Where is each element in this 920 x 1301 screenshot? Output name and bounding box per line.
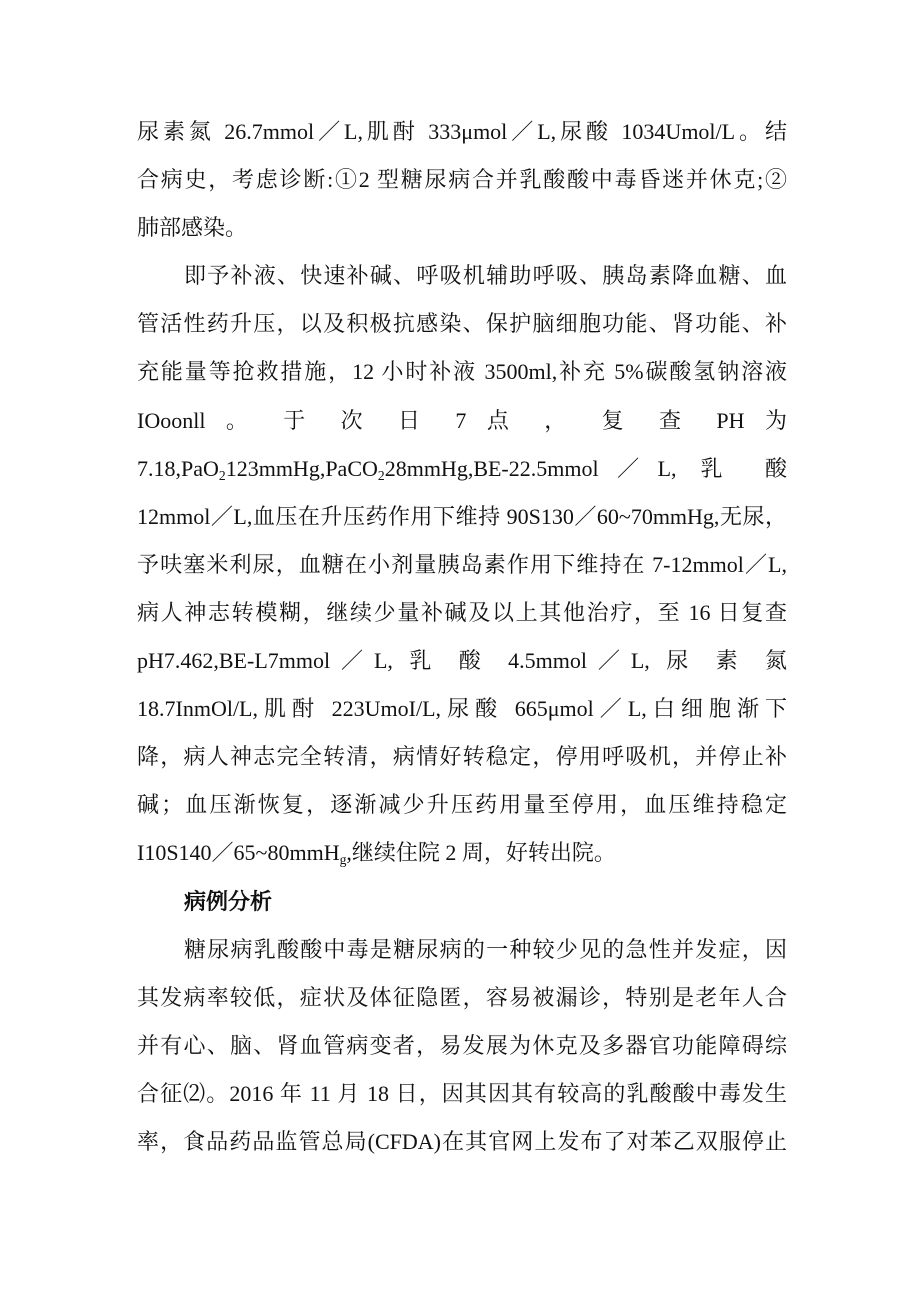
text-segment: 123mmHg,PaCO	[225, 455, 378, 481]
text-line: 并有心、脑、肾血管病变者，易发展为休克及多器官功能障碍综	[137, 1032, 787, 1058]
text-line: 其发病率较低，症状及体征隐匿，容易被漏诊，特别是老年人合	[137, 984, 787, 1010]
text-line: 尿素氮 26.7mmol／L,肌酎 333μmol／L,尿酸 1034Umol/L。结	[137, 119, 787, 144]
text-line: 糖尿病乳酸酸中毒是糖尿病的一种较少见的急性并发症，因	[184, 936, 787, 962]
subscript: 2	[218, 467, 226, 483]
text-line: 降，病人神志完全转清，病情好转稳定，停用呼吸机，并停止补	[137, 744, 787, 770]
text-segment: ,继续住院 2 周，好转出院。	[346, 840, 616, 866]
text-line: 管活性药升压，以及积极抗感染、保护脑细胞功能、肾功能、补	[137, 311, 787, 337]
text-line: 合征⑵。2016 年 11 月 18 日，因其因其有较高的乳酸酸中毒发生	[137, 1080, 787, 1106]
text-segment: I10S140／65~80mmH	[137, 840, 340, 866]
text-line: 碱；血压渐恢复，逐渐减少升压药用量至停用，血压维持稳定	[137, 792, 787, 818]
text-line: IOoonll 。 于 次 日 7 点 ， 复 查 PH 为	[137, 407, 787, 433]
text-line: pH7.462,BE-L7mmol／L, 乳 酸 4.5mmol／L, 尿 素 氮	[137, 648, 787, 674]
subscript: 2	[377, 467, 385, 483]
paragraph-case-analysis	[137, 926, 920, 1166]
text-line: 予呋塞米利尿，血糖在小剂量胰岛素作用下维持在 7-12mmol／L,	[137, 551, 787, 577]
paragraph-case-course-continued	[137, 108, 920, 252]
text-line: 病人神志转模糊，继续少量补碱及以上其他治疗，至 16 日复查	[137, 599, 787, 625]
text-line: 率，食品药品监管总局(CFDA)在其官网上发布了对苯乙双服停止	[137, 1128, 787, 1154]
text-line: 即予补液、快速补碱、呼吸机辅助呼吸、胰岛素降血糖、血	[184, 263, 787, 289]
text-line: 合病史，考虑诊断:①2 型糖尿病合并乳酸酸中毒昏迷并休克;②	[137, 167, 787, 193]
text-segment: 28mmHg,BE-22.5mmol／L, 乳 酸	[384, 455, 787, 481]
text-line: 18.7InmOl/L,肌酎 223UmoI/L,尿酸 665μmol／L,白细胞渐下	[137, 696, 787, 722]
text-line: 肺部感染。	[137, 215, 248, 241]
paragraph-treatment	[137, 252, 920, 877]
text-line: 充能量等抢救措施，12 小时补液 3500ml,补充 5%碳酸氢钠溶液	[137, 359, 787, 385]
text-segment: 7.18,PaO	[137, 455, 219, 481]
text-line: 12mmol／L,血压在升压药作用下维持 90S130／60~70mmHg,无尿，	[137, 503, 787, 529]
text-line	[137, 445, 787, 493]
text-line	[137, 829, 787, 877]
subscript: g	[339, 852, 347, 868]
section-heading: 病例分析	[184, 888, 273, 914]
